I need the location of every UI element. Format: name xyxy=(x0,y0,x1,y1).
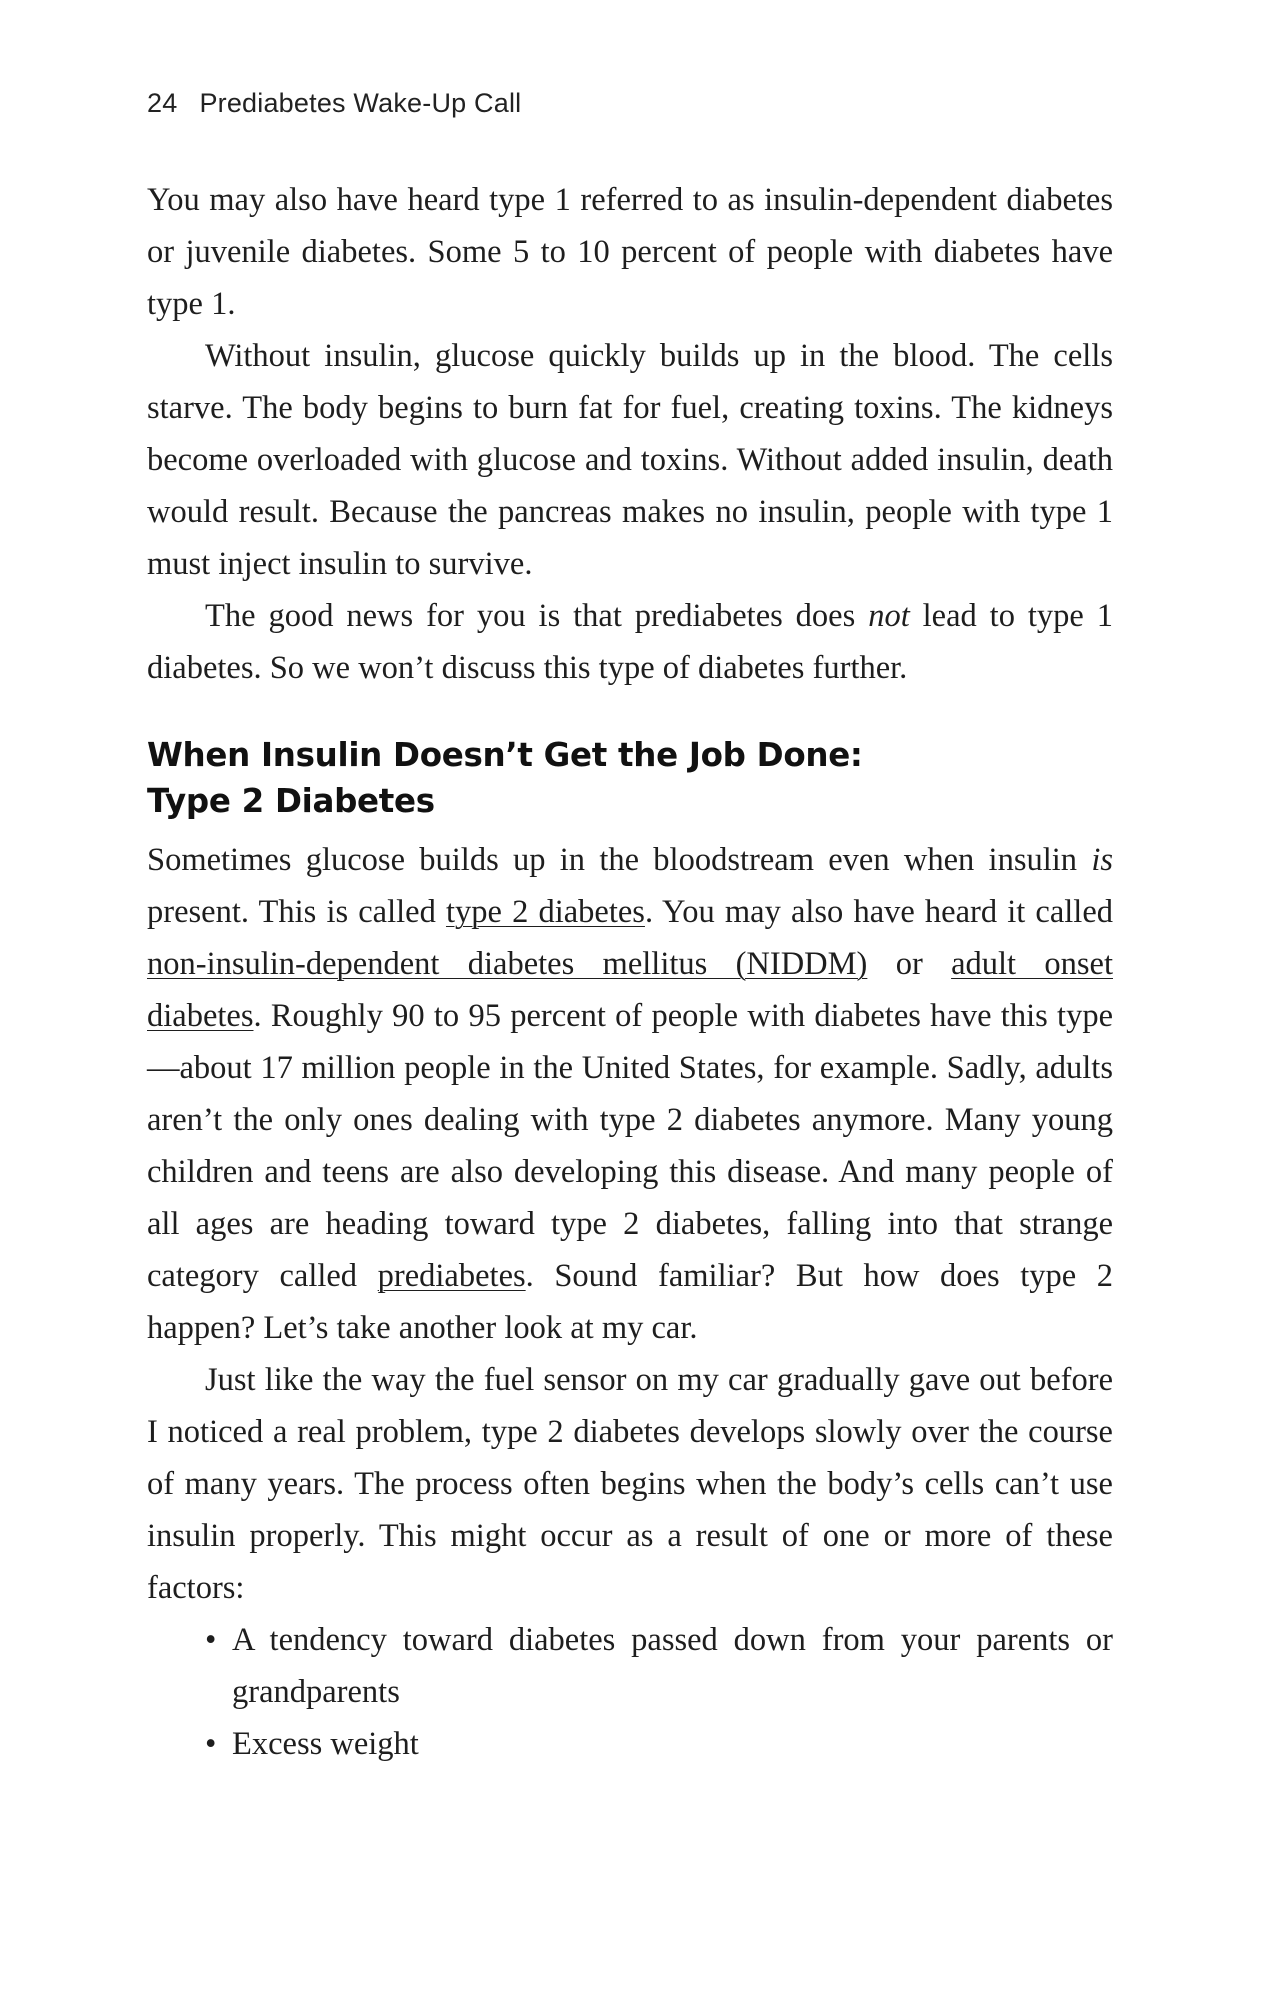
list-item-text: Excess weight xyxy=(232,1726,419,1762)
section-heading-line-2: Type 2 Diabetes xyxy=(147,782,435,820)
paragraph-without-insulin: Without insulin, glucose quickly builds up in the blood. The cells starve. The body begins to burn fat for fuel, creating toxins. The kidneys become overloaded with glucose and toxins. Without added insulin, death would result. Because the pancreas makes no insulin, people with type 1 must inject insulin to survive. xyxy=(147,338,1113,582)
page-number: 24 xyxy=(147,88,178,118)
text-run: or xyxy=(867,946,952,982)
list-item-text: A tendency toward diabetes passed down from your parents or grandparents xyxy=(232,1622,1113,1710)
glossary-term-prediabetes[interactable]: prediabetes xyxy=(377,1258,526,1294)
glossary-term-type-2-diabetes[interactable]: type 2 diabetes xyxy=(445,894,645,930)
emphasis-not: not xyxy=(868,598,910,634)
paragraph-good-news-text-b: lead to type 1 diabetes. So we won’t discuss this type of diabetes further. xyxy=(147,598,1113,686)
body-text xyxy=(147,174,1113,694)
bullet-icon: • xyxy=(205,1622,217,1658)
book-page xyxy=(147,88,1113,1770)
emphasis-is: is xyxy=(1091,842,1113,878)
list-item xyxy=(205,1614,1113,1718)
paragraph-type2-definition xyxy=(147,834,1113,1354)
section-body xyxy=(147,834,1113,1770)
paragraph-good-news xyxy=(147,590,1113,694)
glossary-term-niddm[interactable]: non-insulin-dependent diabetes mellitus (NIDDM) xyxy=(147,946,868,982)
list-item xyxy=(205,1718,1113,1770)
text-run: present. This is called xyxy=(147,894,446,930)
section-heading xyxy=(147,732,1113,824)
running-head xyxy=(147,88,1113,119)
book-title: Prediabetes Wake-Up Call xyxy=(199,88,522,118)
factor-list xyxy=(147,1614,1113,1770)
glossary-term-adult-onset-diabetes[interactable]: adult onset diabetes xyxy=(147,946,1113,1034)
paragraph-good-news-text-a: The good news for you is that prediabetes does xyxy=(205,598,869,634)
bullet-icon: • xyxy=(205,1726,217,1762)
section-heading-line-1: When Insulin Doesn’t Get the Job Done: xyxy=(147,736,863,774)
paragraph-type1-names: You may also have heard type 1 referred to as insulin-dependent diabetes or juvenile diabetes. Some 5 to 10 percent of people with diabetes have type 1. xyxy=(147,182,1113,322)
text-run: . You may also have heard it called xyxy=(644,894,1114,930)
text-run: . Roughly 90 to 95 percent of people with diabetes have this type—about 17 million people in the United States, for example. Sadly, adults aren’t the only ones dealing with type 2 diabetes anymore. Many young children and teens are also developing this disease. And many people of all ages are heading toward type 2 diabetes, falling into that strange category called xyxy=(147,998,1113,1294)
text-run: . Sound familiar? But how does type 2 happen? Let’s take another look at my car. xyxy=(147,1258,1113,1346)
text-run: Sometimes glucose builds up in the bloodstream even when insulin xyxy=(147,842,1092,878)
paragraph-fuel-sensor: Just like the way the fuel sensor on my car gradually gave out before I noticed a real problem, type 2 diabetes develops slowly over the course of many years. The process often begins when the body’s cells can’t use insulin properly. This might occur as a result of one or more of these factors: xyxy=(147,1362,1113,1606)
